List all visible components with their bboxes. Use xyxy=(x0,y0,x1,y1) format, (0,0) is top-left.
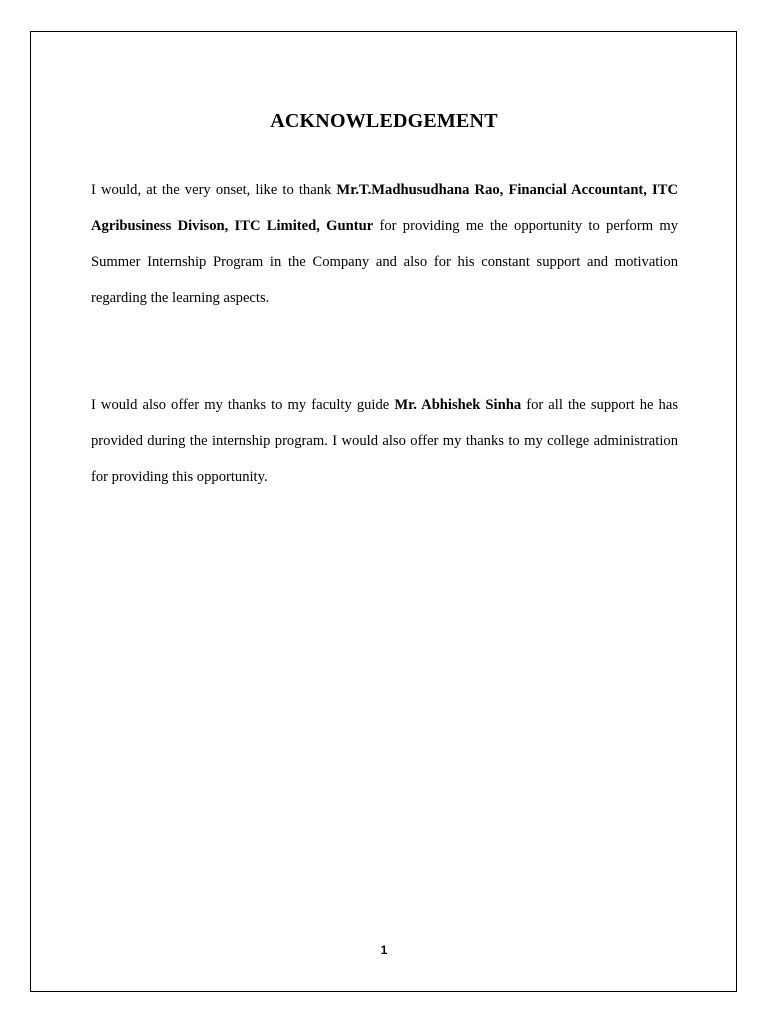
paragraph-2-bold-name: Mr. Abhishek Sinha xyxy=(394,397,522,413)
paragraph-2-text-a: I would also offer my thanks to my faculty guide xyxy=(91,397,395,413)
paragraph-1-text-b: for providing me the opportunity to perform my Summer Internship Program in the Company and also for his constant support and motivation regarding the learning aspects. xyxy=(91,218,678,306)
paragraph-1-text-a: I would, at the very onset, like to thank xyxy=(91,182,337,198)
paragraph-2-text-b: for all the support he has provided during the internship program. I would also offer my thanks to my college administration for providing this opportunity. xyxy=(91,397,678,485)
page-number: 1 xyxy=(380,943,388,957)
paragraph-1-bold-name: Mr.T.Madhusudhana Rao, Financial Accountant, ITC Agribusiness Divison, ITC Limited, Guntur xyxy=(91,182,679,234)
acknowledgement-paragraph-1 xyxy=(91,172,678,316)
page-title: ACKNOWLEDGEMENT xyxy=(270,110,498,132)
acknowledgement-paragraph-2 xyxy=(91,387,678,495)
